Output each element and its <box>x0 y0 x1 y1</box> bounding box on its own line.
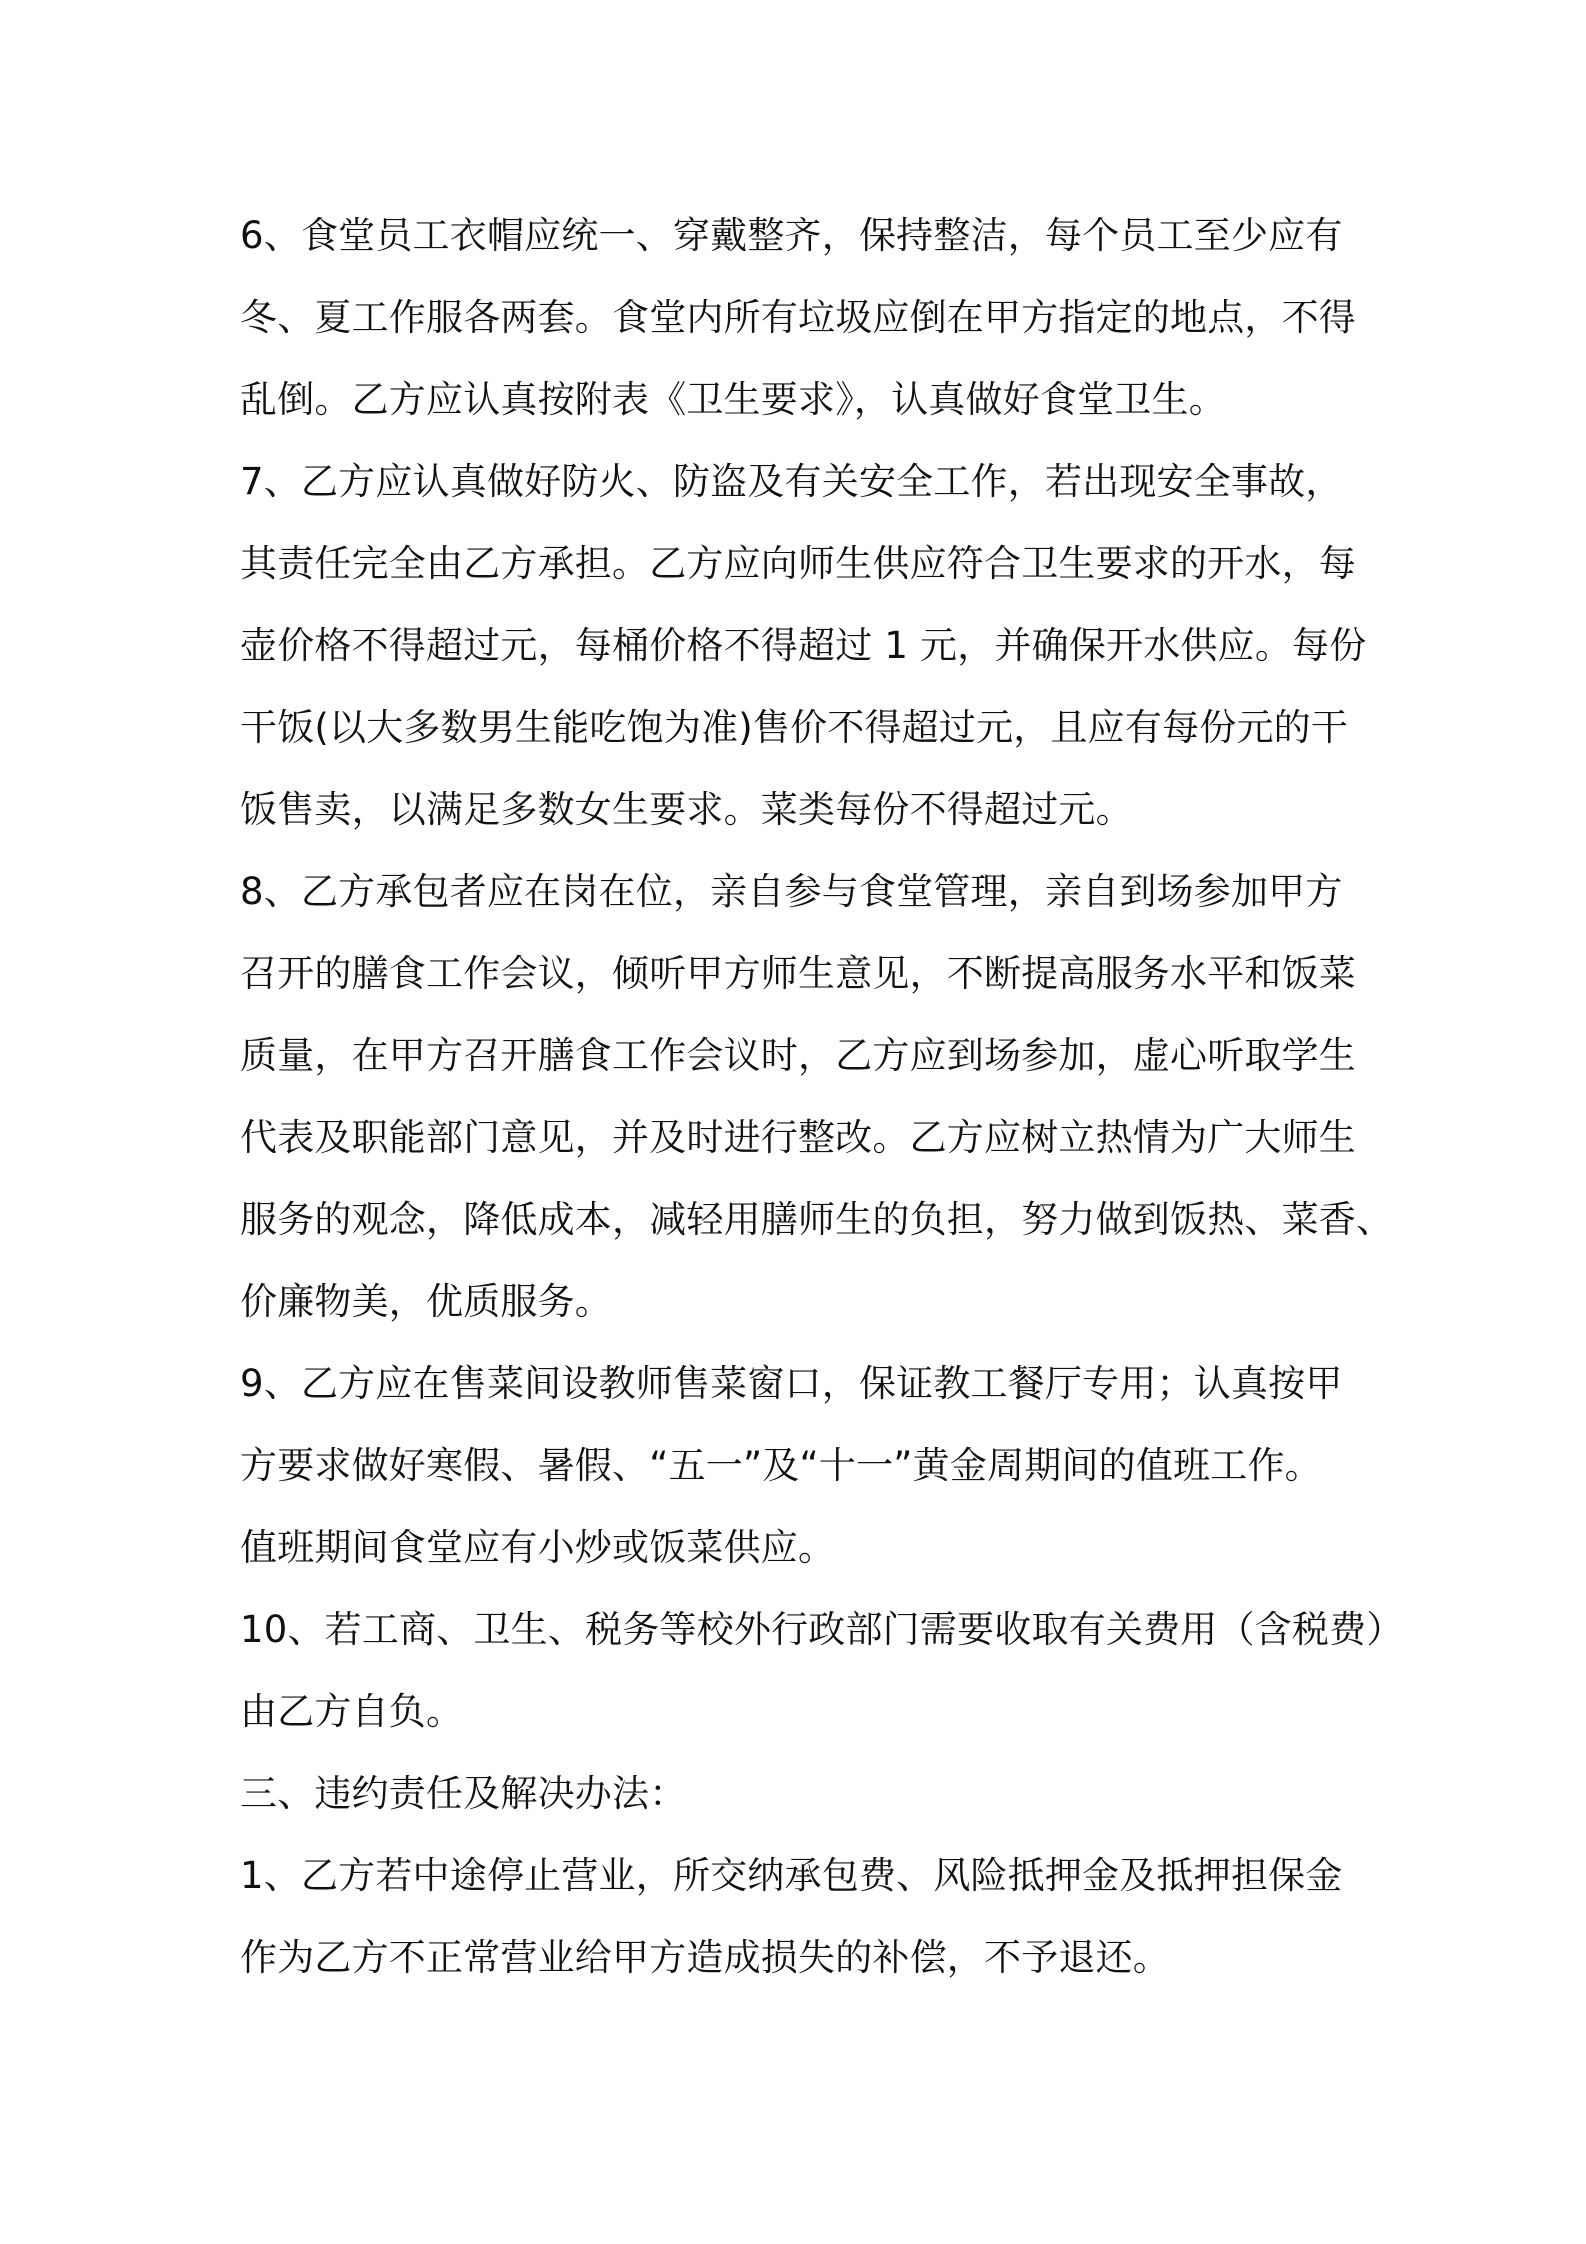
text-line: 服务的观念，降低成本，减轻用膳师生的负担，努力做到饭热、菜香、 <box>240 1198 1394 1241</box>
clause-8 <box>240 851 1394 1343</box>
text-line: 6、食堂员工衣帽应统一、穿戴整齐，保持整洁，每个员工至少应有 <box>240 214 1343 257</box>
clause-7 <box>240 441 1367 851</box>
section-heading: 三、违约责任及解决办法： <box>240 1772 687 1815</box>
text-line: 作为乙方不正常营业给甲方造成损失的补偿，不予退还。 <box>240 1936 1170 1979</box>
text-line: 7、乙方应认真做好防火、防盗及有关安全工作，若出现安全事故， <box>240 460 1343 503</box>
clause-10 <box>240 1589 1404 1753</box>
text-line: 10、若工商、卫生、税务等校外行政部门需要收取有关费用（含税费） <box>240 1608 1404 1651</box>
text-line: 9、乙方应在售菜间设教师售菜窗口，保证教工餐厅专用；认真按甲 <box>240 1362 1343 1405</box>
text-line: 值班期间食堂应有小炒或饭菜供应。 <box>240 1526 836 1569</box>
section-heading-3 <box>240 1753 1360 1835</box>
breach-clause-1 <box>240 1835 1360 1999</box>
clause-6 <box>240 195 1360 441</box>
text-line: 由乙方自负。 <box>240 1690 464 1733</box>
text-line: 召开的膳食工作会议，倾听甲方师生意见，不断提高服务水平和饭菜 <box>240 952 1356 995</box>
text-line: 壶价格不得超过元，每桶价格不得超过 1 元，并确保开水供应。每份 <box>240 624 1367 667</box>
text-line: 8、乙方承包者应在岗在位，亲自参与食堂管理，亲自到场参加甲方 <box>240 870 1343 913</box>
text-line: 干饭(以大多数男生能吃饱为准)售价不得超过元，且应有每份元的干 <box>240 706 1349 749</box>
text-line: 质量，在甲方召开膳食工作会议时，乙方应到场参加，虚心听取学生 <box>240 1034 1356 1077</box>
text-line: 代表及职能部门意见，并及时进行整改。乙方应树立热情为广大师生 <box>240 1116 1356 1159</box>
text-line: 乱倒。乙方应认真按附表《卫生要求》，认真做好食堂卫生。 <box>240 378 1226 421</box>
text-line: 1、乙方若中途停止营业，所交纳承包费、风险抵押金及抵押担保金 <box>240 1854 1343 1897</box>
text-line: 饭售卖，以满足多数女生要求。菜类每份不得超过元。 <box>240 788 1133 831</box>
clause-9 <box>240 1343 1360 1589</box>
text-line: 方要求做好寒假、暑假、“五一”及“十一”黄金周期间的值班工作。 <box>240 1444 1322 1487</box>
text-line: 冬、夏工作服各两套。食堂内所有垃圾应倒在甲方指定的地点，不得 <box>240 296 1356 339</box>
text-line: 其责任完全由乙方承担。乙方应向师生供应符合卫生要求的开水，每 <box>240 542 1356 585</box>
text-line: 价廉物美，优质服务。 <box>240 1280 612 1323</box>
document-body <box>240 195 1404 1999</box>
